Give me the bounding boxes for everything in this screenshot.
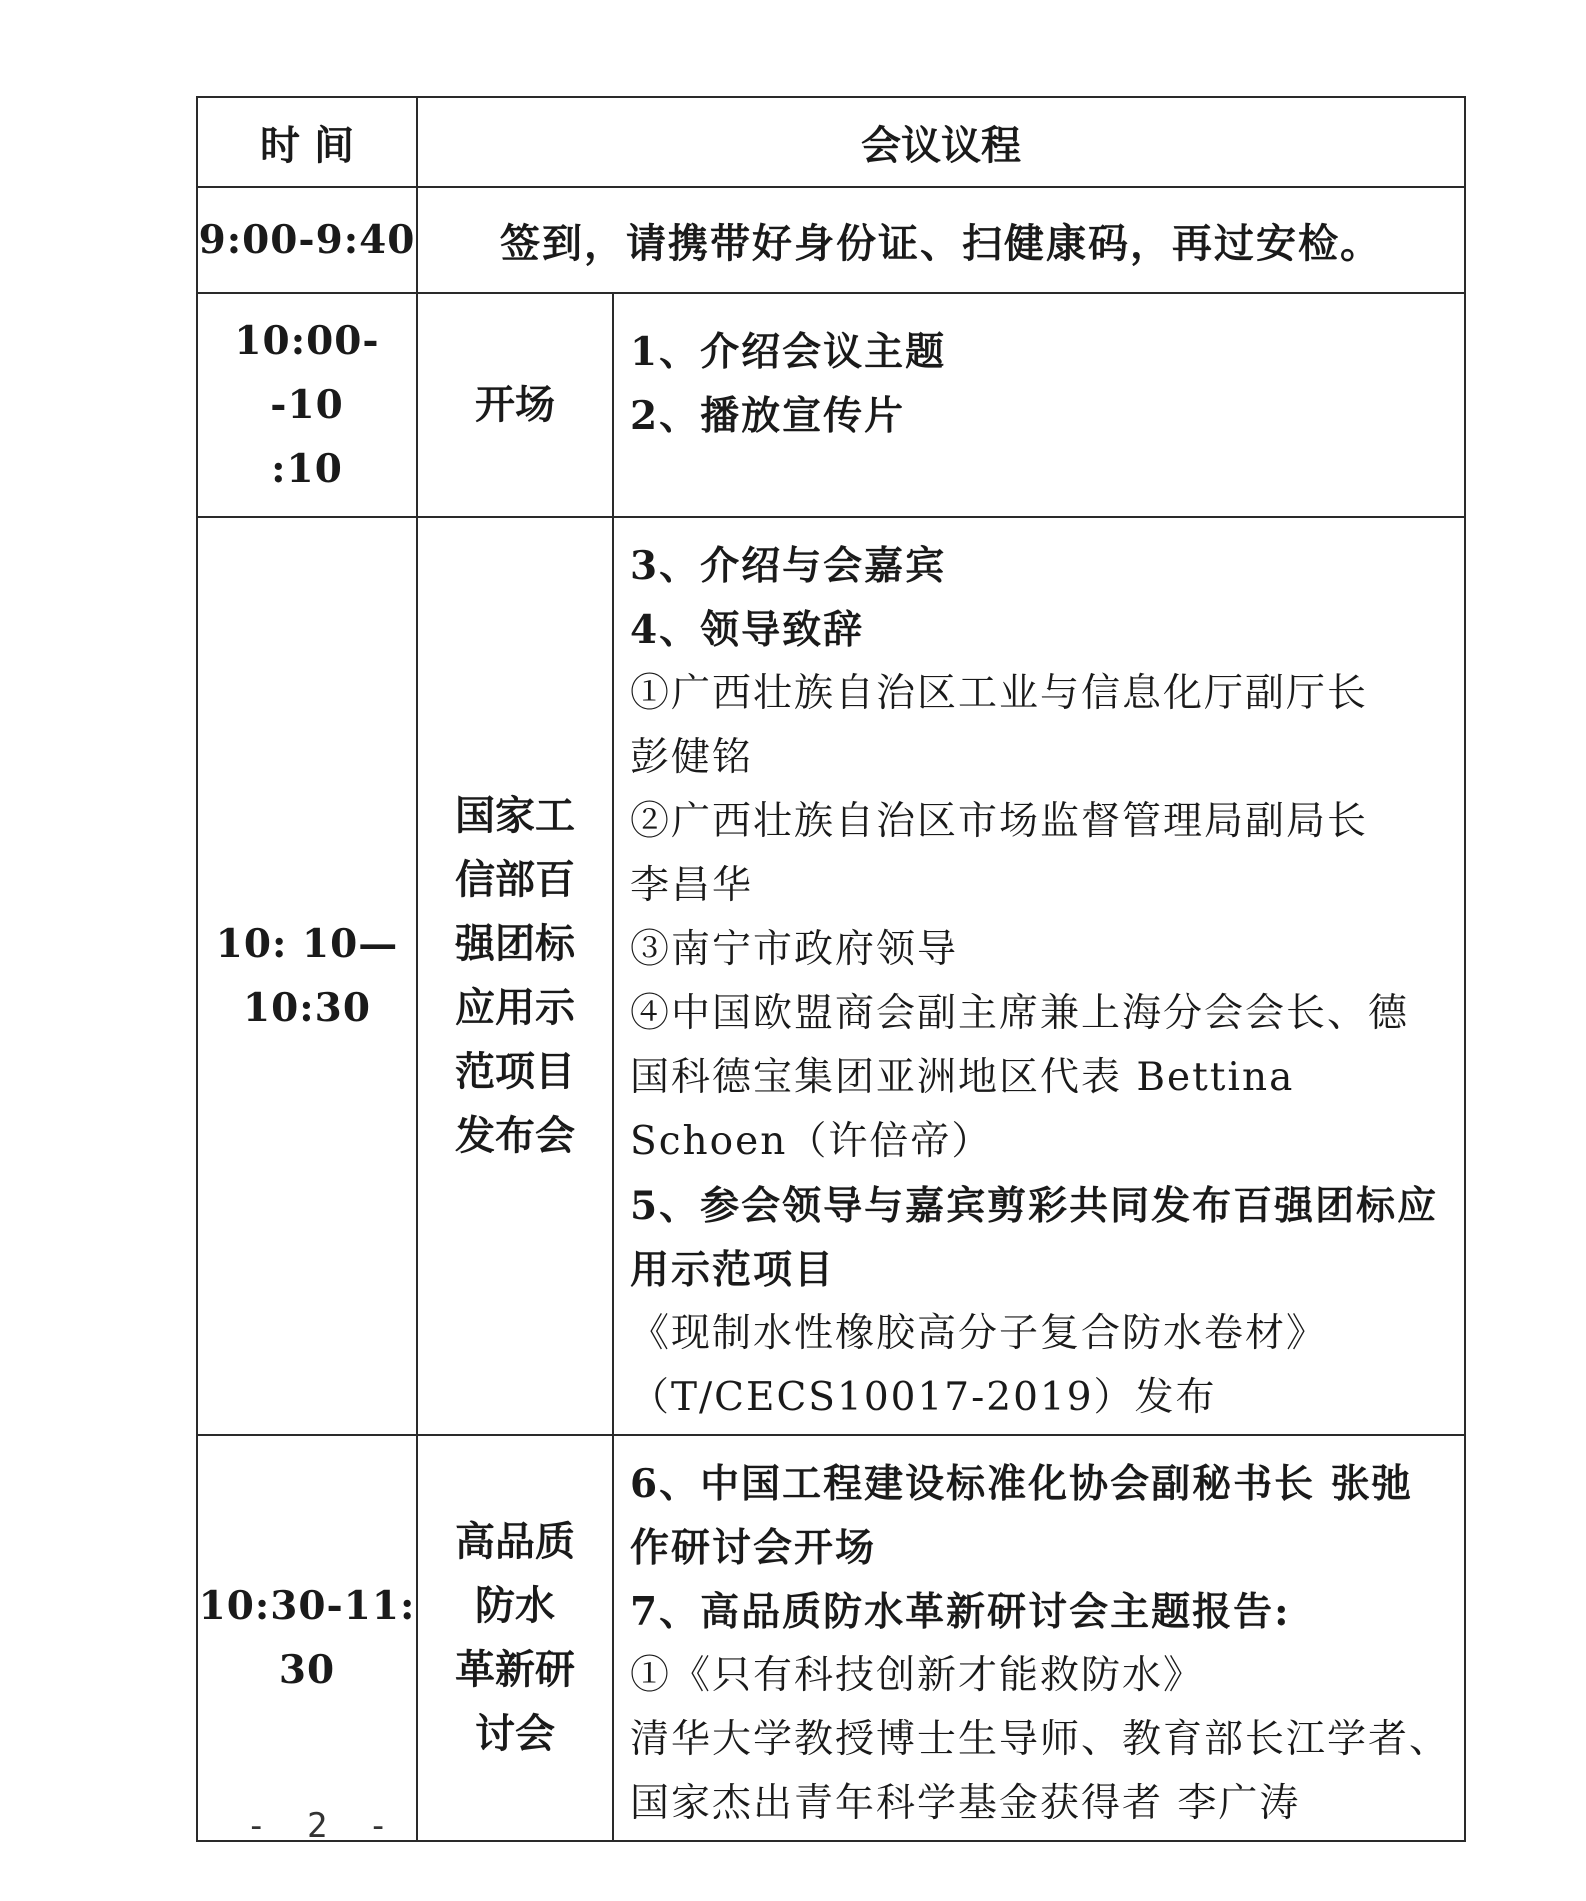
table-row — [197, 293, 1465, 517]
section-text: 范项目 — [455, 1048, 575, 1095]
section-text: 信部百 — [455, 856, 575, 903]
agenda-item: 国家杰出青年科学基金获得者 李广涛 — [630, 1781, 1301, 1826]
page-number: - 2 - — [246, 1806, 399, 1846]
time-text: 9:00-9:40 — [198, 217, 416, 263]
section-text: 发布会 — [455, 1112, 575, 1159]
section-text: 防水 — [475, 1582, 555, 1629]
section-text: 应用示 — [455, 984, 575, 1031]
agenda-item: 7、高品质防水革新研讨会主题报告: — [630, 1589, 1291, 1635]
section-text: 讨会 — [475, 1710, 555, 1757]
time-cell — [197, 293, 417, 517]
table-row — [197, 517, 1465, 1435]
time-text: 10:30 — [243, 985, 371, 1031]
items-cell — [613, 517, 1465, 1435]
agenda-table — [196, 96, 1466, 1842]
section-cell — [417, 1435, 613, 1841]
agenda-item: ④中国欧盟商会副主席兼上海分会会长、德 — [630, 991, 1410, 1036]
section-text: 高品质 — [455, 1518, 575, 1565]
header-agenda: 会议议程 — [417, 97, 1465, 187]
agenda-item: ②广西壮族自治区市场监督管理局副局长 — [630, 799, 1369, 844]
agenda-item: （T/CECS10017-2019）发布 — [630, 1375, 1217, 1420]
section-text: 国家工 — [455, 792, 575, 839]
time-text: 10: 10— — [215, 921, 399, 967]
time-text: 10:30-11: — [198, 1583, 416, 1629]
section-cell — [417, 293, 613, 517]
agenda-item: 1、介绍会议主题 — [630, 329, 947, 375]
section-text: 强团标 — [455, 920, 575, 967]
agenda-item: 3、介绍与会嘉宾 — [630, 543, 947, 589]
agenda-item: 5、参会领导与嘉宾剪彩共同发布百强团标应 — [630, 1183, 1439, 1229]
agenda-item: ①《只有科技创新才能救防水》 — [630, 1653, 1205, 1698]
time-cell — [197, 187, 417, 293]
agenda-item: 4、领导致辞 — [630, 607, 865, 653]
table-row — [197, 1435, 1465, 1841]
time-text: 30 — [278, 1647, 336, 1693]
agenda-item: 6、中国工程建设标准化协会副秘书长 张弛 — [630, 1461, 1413, 1507]
agenda-item: 用示范项目 — [630, 1247, 836, 1293]
agenda-item: 彭健铭 — [630, 735, 754, 780]
section-text: 开场 — [475, 381, 555, 428]
time-text: :10 — [271, 446, 343, 492]
agenda-item: 2、播放宣传片 — [630, 393, 906, 439]
header-row — [197, 97, 1465, 187]
agenda-item: ①广西壮族自治区工业与信息化厅副厅长 — [630, 671, 1369, 716]
agenda-item: 作研讨会开场 — [630, 1525, 877, 1571]
header-time: 时 间 — [197, 97, 417, 187]
agenda-item: Schoen（许倍帝） — [630, 1119, 993, 1164]
agenda-item: 国科德宝集团亚洲地区代表 Bettina — [630, 1055, 1295, 1100]
agenda-item: 清华大学教授博士生导师、教育部长江学者、 — [630, 1717, 1451, 1762]
agenda-item: ③南宁市政府领导 — [630, 927, 959, 972]
table-row — [197, 187, 1465, 293]
section-text: 革新研 — [455, 1646, 575, 1693]
section-cell — [417, 517, 613, 1435]
items-cell — [613, 1435, 1465, 1841]
items-cell — [613, 293, 1465, 517]
time-cell — [197, 1435, 417, 1841]
signin-text: 签到，请携带好身份证、扫健康码，再过安检。 — [417, 187, 1465, 293]
time-cell — [197, 517, 417, 1435]
agenda-item: 李昌华 — [630, 863, 754, 908]
agenda-item: 《现制水性橡胶高分子复合防水卷材》 — [630, 1311, 1328, 1356]
time-text: 10:00--10 — [234, 318, 380, 428]
